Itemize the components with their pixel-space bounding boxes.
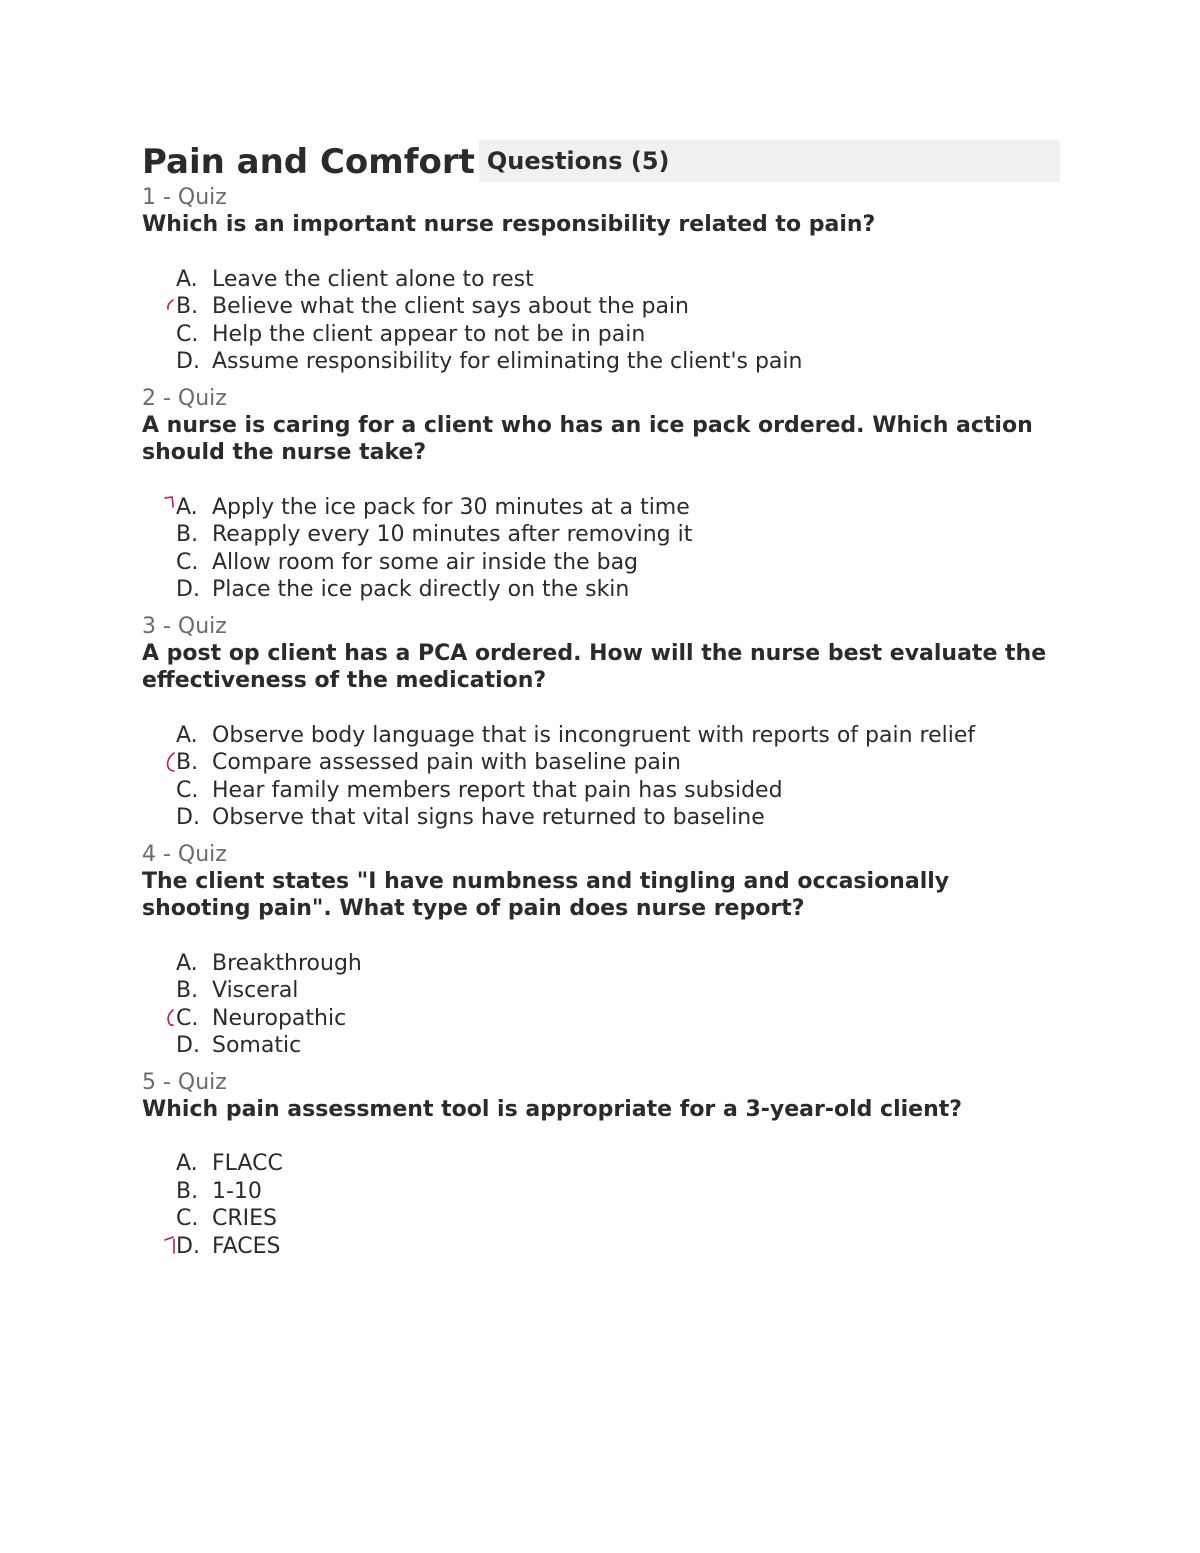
option-letter-text: A. <box>176 494 198 520</box>
spacer <box>142 376 1060 385</box>
option-text: Observe that vital signs have returned to baseline <box>212 805 765 830</box>
questions-heading-band <box>479 140 1060 182</box>
option-letter <box>142 576 212 604</box>
spacer <box>142 1260 1060 1269</box>
option-letter-text: B. <box>176 522 199 547</box>
option-text: Reapply every 10 minutes after removing it <box>212 522 693 547</box>
spacer <box>142 832 1060 841</box>
option-letter-text: C. <box>176 321 199 347</box>
option-text: Apply the ice pack for 30 minutes at a time <box>212 494 690 520</box>
option-letter-text: B. <box>176 750 199 775</box>
question-number-label: 1 - Quiz <box>142 185 227 210</box>
option-text: Believe what the client says about the pain <box>212 294 689 319</box>
answer-option <box>142 749 1060 777</box>
option-letter <box>142 977 212 1005</box>
answer-option <box>142 1205 1060 1233</box>
answer-option <box>142 1005 1060 1033</box>
option-text: Compare assessed pain with baseline pain <box>212 750 681 775</box>
option-letter <box>142 1032 212 1060</box>
option-letter <box>142 1005 212 1033</box>
option-letter <box>142 266 212 294</box>
option-letter-text: A. <box>176 950 198 976</box>
question-block <box>142 385 1060 613</box>
answer-option <box>142 321 1060 349</box>
answer-option <box>142 576 1060 604</box>
option-letter-text: A. <box>176 266 198 292</box>
answer-option <box>142 1233 1060 1261</box>
option-letter-text: A. <box>176 1151 198 1176</box>
option-letter-text: C. <box>176 1206 199 1231</box>
quiz-document <box>142 138 1060 1269</box>
answer-options <box>142 950 1060 1060</box>
option-letter-text: B. <box>176 294 199 319</box>
option-letter-text: C. <box>176 777 199 803</box>
option-text: Allow room for some air inside the bag <box>212 549 639 575</box>
spacer <box>142 1060 1060 1069</box>
option-text: Place the ice pack directly on the skin <box>212 577 630 602</box>
title-row <box>142 138 1060 184</box>
option-text: Visceral <box>212 978 299 1003</box>
option-letter-text: D. <box>176 1233 200 1259</box>
answer-options <box>142 722 1060 832</box>
option-text: Leave the client alone to rest <box>212 266 534 292</box>
answer-option <box>142 494 1060 522</box>
question-list <box>142 184 1060 1269</box>
answer-options <box>142 494 1060 604</box>
option-letter <box>142 1233 212 1261</box>
option-text: Hear family members report that pain has subsided <box>212 777 783 803</box>
answer-option <box>142 293 1060 321</box>
question-block <box>142 184 1060 385</box>
option-letter <box>142 777 212 805</box>
answer-option <box>142 348 1060 376</box>
answer-option <box>142 722 1060 750</box>
answer-option <box>142 549 1060 577</box>
question-text: A post op client has a PCA ordered. How will the nurse best evaluate the effectiveness of the medication? <box>142 640 1047 693</box>
document-title: Pain and Comfort <box>142 142 475 182</box>
option-letter <box>142 521 212 549</box>
answer-option <box>142 1150 1060 1178</box>
option-letter <box>142 1205 212 1233</box>
option-letter <box>142 722 212 750</box>
answer-option <box>142 521 1060 549</box>
option-text: Breakthrough <box>212 950 362 976</box>
option-text: CRIES <box>212 1206 278 1231</box>
option-letter <box>142 1178 212 1206</box>
option-text: Help the client appear to not be in pain <box>212 321 646 347</box>
option-text: Observe body language that is incongruent with reports of pain relief <box>212 722 976 748</box>
option-letter-text: C. <box>176 1005 199 1031</box>
option-text: FACES <box>212 1233 281 1259</box>
question-text: The client states "I have numbness and tingling and occasionally shooting pain". What type of pain does nurse report? <box>142 868 950 921</box>
option-letter <box>142 749 212 777</box>
option-letter-text: D. <box>176 349 200 374</box>
option-letter <box>142 293 212 321</box>
question-text: A nurse is caring for a client who has an ice pack ordered. Which action should the nurse take? <box>142 412 1033 465</box>
answer-options <box>142 266 1060 376</box>
question-text: Which pain assessment tool is appropriate for a 3-year-old client? <box>142 1096 963 1122</box>
question-block <box>142 613 1060 841</box>
answer-option <box>142 1178 1060 1206</box>
answer-option <box>142 804 1060 832</box>
question-block <box>142 1069 1060 1270</box>
question-block <box>142 841 1060 1069</box>
option-letter-text: D. <box>176 1033 200 1058</box>
questions-heading: Questions (5) <box>486 147 670 175</box>
option-text: Assume responsibility for eliminating the client's pain <box>212 349 803 374</box>
option-letter-text: C. <box>176 549 199 575</box>
option-letter <box>142 321 212 349</box>
option-letter <box>142 950 212 978</box>
spacer <box>142 604 1060 613</box>
option-letter <box>142 549 212 577</box>
answer-options <box>142 1150 1060 1260</box>
question-number-label: 2 - Quiz <box>142 385 227 411</box>
option-text: Somatic <box>212 1033 302 1058</box>
answer-option <box>142 266 1060 294</box>
option-text: 1-10 <box>212 1178 262 1204</box>
option-letter-text: D. <box>176 805 200 830</box>
option-text: FLACC <box>212 1151 283 1176</box>
answer-option <box>142 950 1060 978</box>
question-text: Which is an important nurse responsibility related to pain? <box>142 212 876 237</box>
question-number-label: 5 - Quiz <box>142 1069 227 1095</box>
option-letter <box>142 1150 212 1178</box>
option-letter <box>142 348 212 376</box>
answer-option <box>142 977 1060 1005</box>
answer-option <box>142 777 1060 805</box>
option-text: Neuropathic <box>212 1005 347 1031</box>
answer-option <box>142 1032 1060 1060</box>
option-letter-text: A. <box>176 722 198 748</box>
question-number-label: 3 - Quiz <box>142 613 227 639</box>
option-letter-text: B. <box>176 1178 199 1204</box>
option-letter-text: D. <box>176 577 200 602</box>
option-letter <box>142 494 212 522</box>
option-letter <box>142 804 212 832</box>
option-letter-text: B. <box>176 978 199 1003</box>
question-number-label: 4 - Quiz <box>142 841 227 867</box>
